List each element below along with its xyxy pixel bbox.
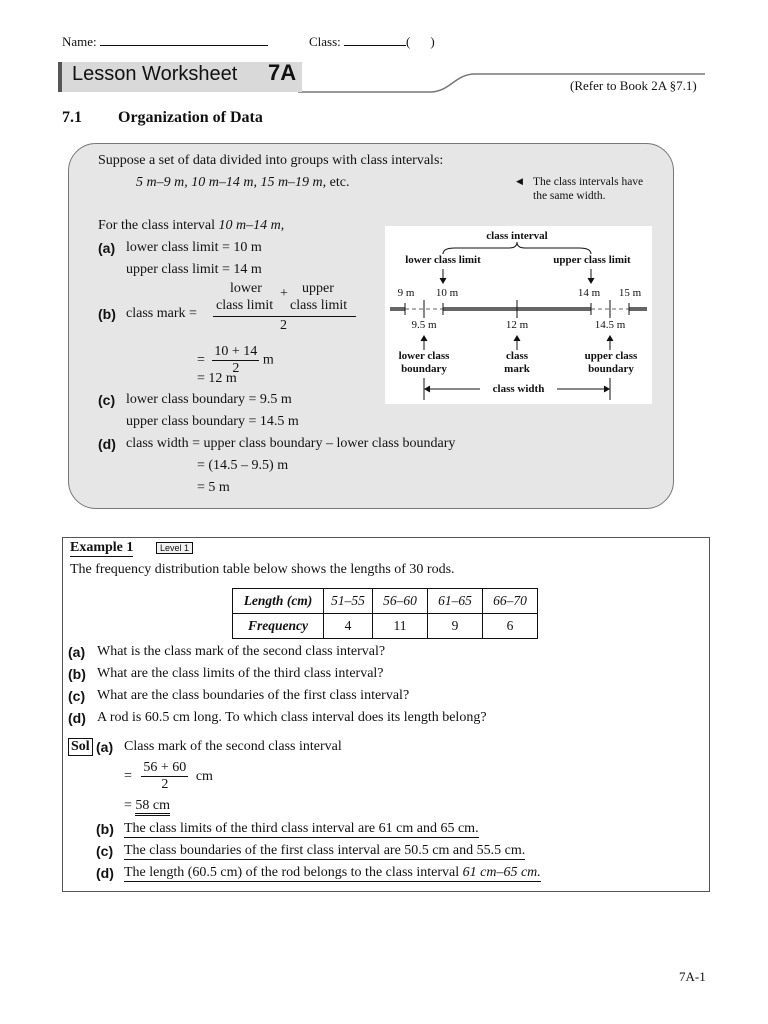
- intervals-text: 5 m–9 m, 10 m–14 m, 15 m–19 m,: [136, 175, 327, 190]
- diagram-lower-class-limit: lower class limit: [405, 254, 481, 266]
- formula-denominator: 2: [280, 318, 287, 333]
- question-b-text: What are the class limits of the third class interval?: [97, 666, 384, 681]
- worksheet-code: 7A: [268, 60, 297, 85]
- solution-fraction-denominator: 2: [161, 777, 169, 792]
- section-number: 7.1: [62, 109, 82, 126]
- definition-intro: Suppose a set of data divided into groups with class intervals:: [98, 153, 444, 168]
- table-row-label: Frequency: [233, 614, 324, 639]
- diagram-class-mark: [492, 350, 542, 376]
- table-header-cell: 51–55: [324, 589, 373, 614]
- class-width-eq3: = 5 m: [197, 480, 230, 495]
- solution-fraction-numerator: 56 + 60: [143, 760, 187, 775]
- table-cell: 11: [373, 614, 428, 639]
- solution-a-fraction-line: [124, 760, 213, 793]
- diagram-tick-15: 15 m: [618, 287, 642, 299]
- table-header-cell: 56–60: [373, 589, 428, 614]
- table-header-row: [233, 589, 538, 614]
- question-c-text: What are the class boundaries of the first class interval?: [97, 688, 410, 703]
- solution-a-eq: =: [124, 768, 132, 784]
- question-a-label: (a): [68, 644, 86, 660]
- table-header-cell: 61–65: [428, 589, 483, 614]
- table-cell: 9: [428, 614, 483, 639]
- class-mark-line2: mark: [504, 363, 530, 375]
- formula-upper: upper: [302, 281, 334, 296]
- table-row: [233, 614, 538, 639]
- solution-d-interval: 61 cm–65 cm.: [462, 865, 541, 880]
- question-c-label: (c): [68, 688, 86, 704]
- solution-label: Sol: [68, 738, 93, 756]
- solution-d-label: (d): [96, 865, 114, 881]
- for-interval-value: 10 m–14 m,: [218, 218, 285, 233]
- diagram-class-width: class width: [492, 383, 545, 395]
- class-label: Class:: [309, 34, 341, 49]
- upper-class-limit-def: upper class limit = 14 m: [126, 262, 262, 277]
- note-arrow-icon: ◀: [516, 176, 523, 186]
- solution-b-label: (b): [96, 821, 114, 837]
- upper-class-boundary-def: upper class boundary = 14.5 m: [126, 414, 299, 429]
- page-number: 7A-1: [679, 969, 706, 984]
- diagram-lower-boundary: [389, 350, 459, 376]
- diagram-boundary-9-5: 9.5 m: [411, 319, 437, 331]
- upper-boundary-line2: boundary: [588, 363, 634, 375]
- intervals-etc: etc.: [329, 175, 350, 190]
- diagram-class-interval: class interval: [486, 230, 548, 242]
- frequency-table: [232, 588, 538, 639]
- lower-class-limit-def: lower class limit = 10 m: [126, 240, 262, 255]
- question-d-text: A rod is 60.5 cm long. To which class interval does its length belong?: [97, 710, 487, 725]
- name-label: Name:: [62, 34, 97, 49]
- worksheet-title: Lesson Worksheet: [72, 63, 238, 85]
- diagram-upper-boundary: [575, 350, 647, 376]
- class-number-open: (: [406, 34, 411, 49]
- formula-plus: +: [280, 286, 288, 301]
- for-interval-line: [98, 218, 284, 234]
- solution-c-label: (c): [96, 843, 114, 859]
- table-cell: 6: [483, 614, 538, 639]
- width-note: The class intervals have the same width.: [533, 176, 644, 202]
- for-interval-label: For the class interval: [98, 218, 216, 233]
- example-intro: The frequency distribution table below shows the lengths of 30 rods.: [70, 562, 455, 577]
- formula-upper-limit: class limit: [290, 298, 348, 313]
- solution-a-fraction: [141, 760, 188, 793]
- solution-fraction-unit: cm: [195, 768, 213, 784]
- level-badge: Level 1: [156, 542, 193, 554]
- formula-fraction-bar: [213, 316, 356, 317]
- table-cell: 4: [324, 614, 373, 639]
- solution-a-text: Class mark of the second class interval: [124, 739, 342, 754]
- section-title: Organization of Data: [118, 109, 263, 126]
- part-b-label: (b): [98, 306, 116, 322]
- diagram-lines: [385, 226, 652, 404]
- definition-intervals: [136, 175, 350, 191]
- solution-c-text: The class boundaries of the first class interval are 50.5 cm and 55.5 cm.: [124, 843, 526, 858]
- class-mark-eq2: = $\frac{10 + 14}{2}$ m: [197, 344, 274, 376]
- class-mark-result: = 12 m: [197, 371, 237, 386]
- solution-a-result: 58 cm: [135, 798, 170, 816]
- table-header-length: Length (cm): [233, 589, 324, 614]
- table-header-cell: 66–70: [483, 589, 538, 614]
- diagram-tick-14: 14 m: [577, 287, 601, 299]
- example-title: Example 1: [70, 540, 134, 555]
- class-interval-diagram: [385, 226, 652, 404]
- solution-d-text: [124, 865, 541, 882]
- fraction-numerator: 10 + 14: [214, 344, 258, 359]
- solution-d-sentence: The length (60.5 cm) of the rod belongs to the class interval: [124, 865, 460, 880]
- upper-boundary-line1: upper class: [584, 350, 638, 362]
- solution-a-result-line: [124, 798, 170, 814]
- fraction-denominator: 2: [232, 361, 240, 376]
- solution-a-label: (a): [96, 739, 114, 755]
- solution-a-result-eq: =: [124, 798, 132, 813]
- lower-boundary-line2: boundary: [401, 363, 447, 375]
- formula-lower: lower: [230, 281, 262, 296]
- class-mark-line1: class: [506, 350, 528, 362]
- part-a-label: (a): [98, 240, 116, 256]
- class-width-def: class width = upper class boundary – lower class boundary: [126, 436, 456, 451]
- question-a-text: What is the class mark of the second class interval?: [97, 644, 386, 659]
- solution-b-text: The class limits of the third class interval are 61 cm and 65 cm.: [124, 821, 479, 836]
- class-number-close: ): [430, 34, 435, 49]
- diagram-tick-10: 10 m: [435, 287, 459, 299]
- diagram-mark-12: 12 m: [505, 319, 529, 331]
- diagram-tick-9: 9 m: [397, 287, 415, 299]
- fraction-unit: m: [262, 352, 274, 368]
- lower-boundary-line1: lower class: [398, 350, 450, 362]
- question-d-label: (d): [68, 710, 86, 726]
- diagram-upper-class-limit: upper class limit: [553, 254, 631, 266]
- lower-class-boundary-def: lower class boundary = 9.5 m: [126, 392, 292, 407]
- book-reference: (Refer to Book 2A §7.1): [570, 78, 697, 93]
- part-d-label: (d): [98, 436, 116, 452]
- part-c-label: (c): [98, 392, 116, 408]
- class-width-eq2: = (14.5 – 9.5) m: [197, 458, 289, 473]
- formula-lower-limit: class limit: [216, 298, 274, 313]
- class-mark-label: class mark =: [126, 306, 197, 321]
- question-b-label: (b): [68, 666, 86, 682]
- diagram-boundary-14-5: 14.5 m: [594, 319, 626, 331]
